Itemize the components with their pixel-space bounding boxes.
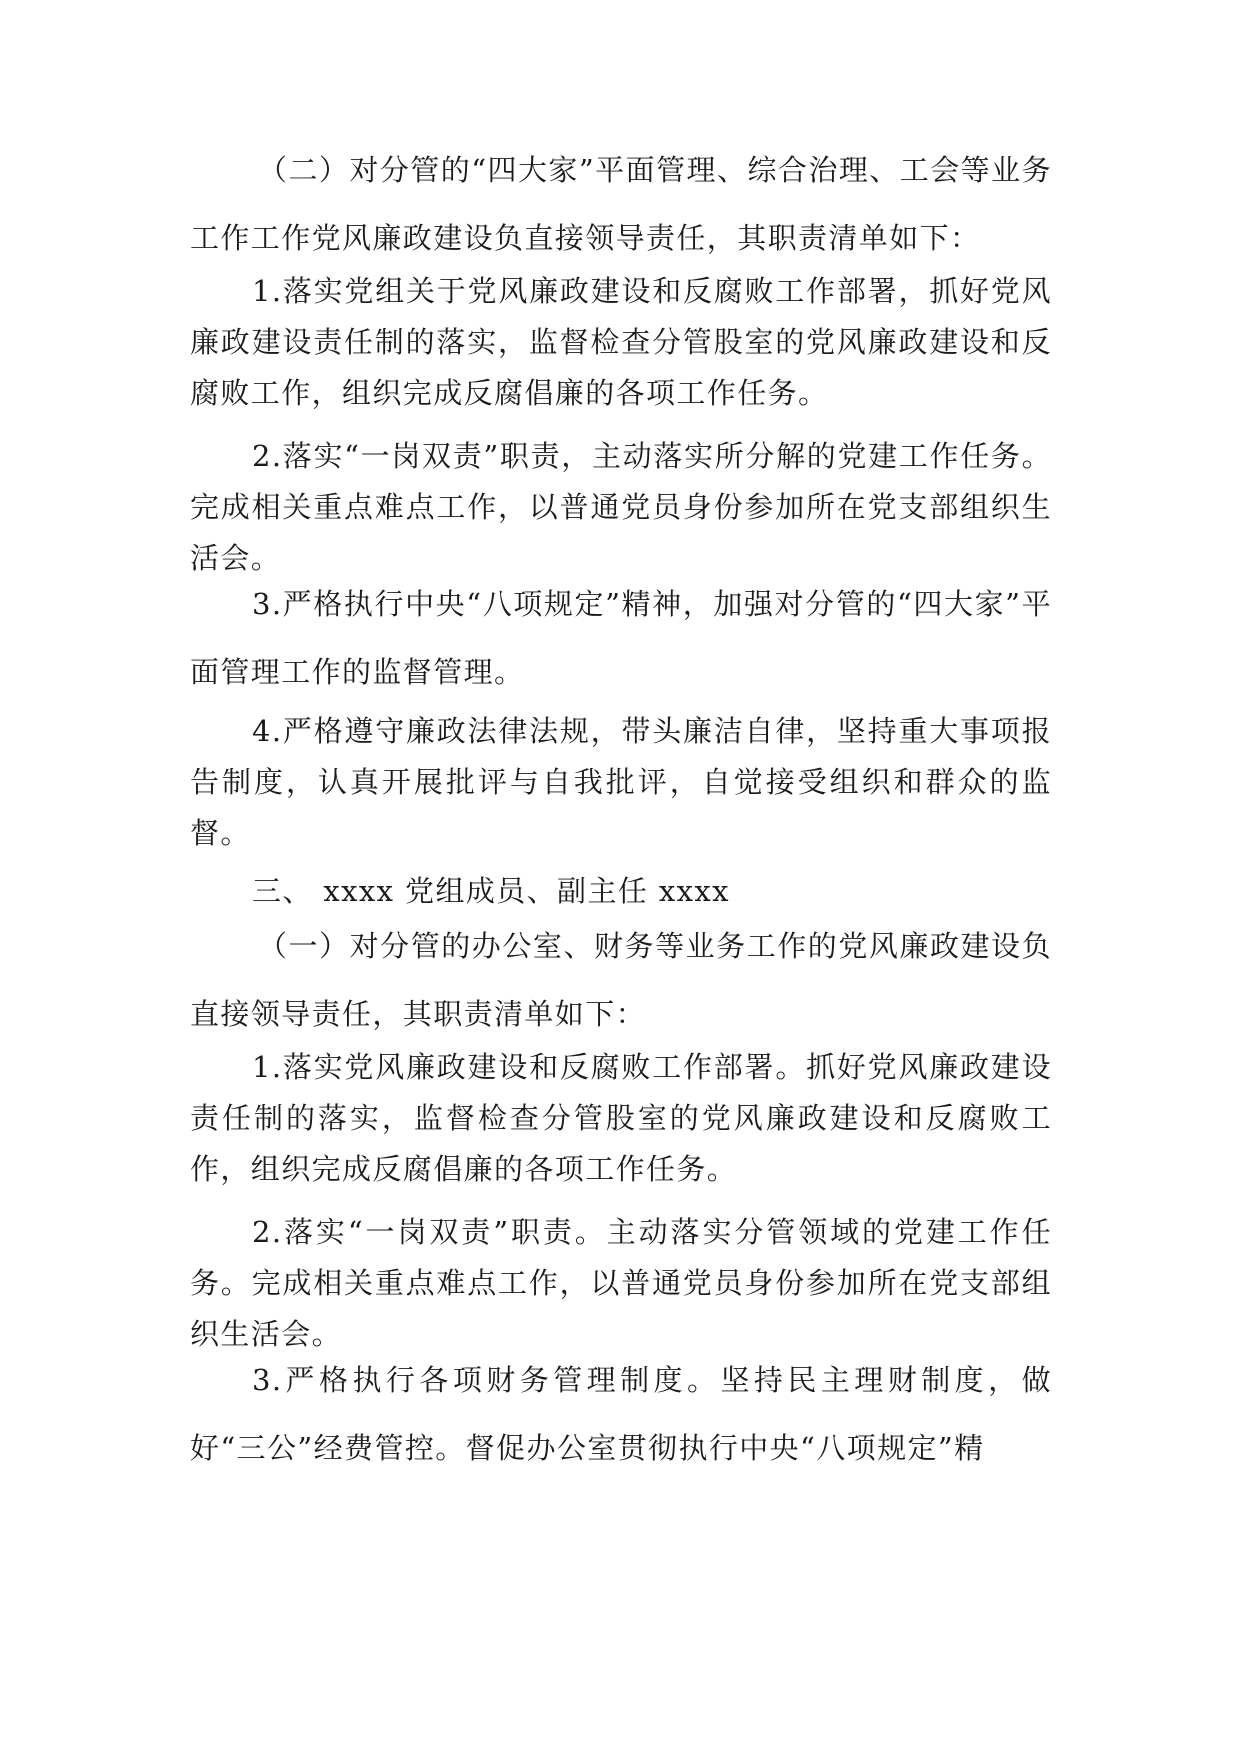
section-subheading-1: （一）对分管的办公室、财务等业务工作的党风廉政建设负直接领导责任，其职责清单如下： <box>190 929 1052 1031</box>
list-item-3-b: 3.严格执行各项财务管理制度。坚持民主理财制度，做好“三公”经费管控。督促办公室贯彻执行中央“八项规定”精 <box>190 1363 1052 1465</box>
list-item-1: 1.落实党组关于党风廉政建设和反腐败工作部署，抓好党风廉政建设责任制的落实，监督检查分管股室的党风廉政建设和反腐败工作，组织完成反腐倡廉的各项工作任务。 <box>190 274 1052 410</box>
section-subheading-2: （二）对分管的“四大家”平面管理、综合治理、工会等业务工作工作党风廉政建设负直接领导责任，其职责清单如下： <box>190 153 1052 255</box>
list-item-1-b: 1.落实党风廉政建设和反腐败工作部署。抓好党风廉政建设责任制的落实，监督检查分管股室的党风廉政建设和反腐败工作，组织完成反腐倡廉的各项工作任务。 <box>190 1050 1052 1186</box>
list-item-4: 4.严格遵守廉政法律法规，带头廉洁自律，坚持重大事项报告制度，认真开展批评与自我批评，自觉接受组织和群众的监督。 <box>190 714 1052 850</box>
section-heading-3: 三、 xxxx 党组成员、副主任 xxxx <box>252 874 730 908</box>
list-item-3: 3.严格执行中央“八项规定”精神，加强对分管的“四大家”平面管理工作的监督管理。 <box>190 587 1052 689</box>
list-item-2: 2.落实“一岗双责”职责，主动落实所分解的党建工作任务。完成相关重点难点工作，以普通党员身份参加所在党支部组织生活会。 <box>190 439 1052 575</box>
list-item-2-b: 2.落实“一岗双责”职责。主动落实分管领域的党建工作任务。完成相关重点难点工作，以普通党员身份参加所在党支部组织生活会。 <box>190 1215 1052 1351</box>
